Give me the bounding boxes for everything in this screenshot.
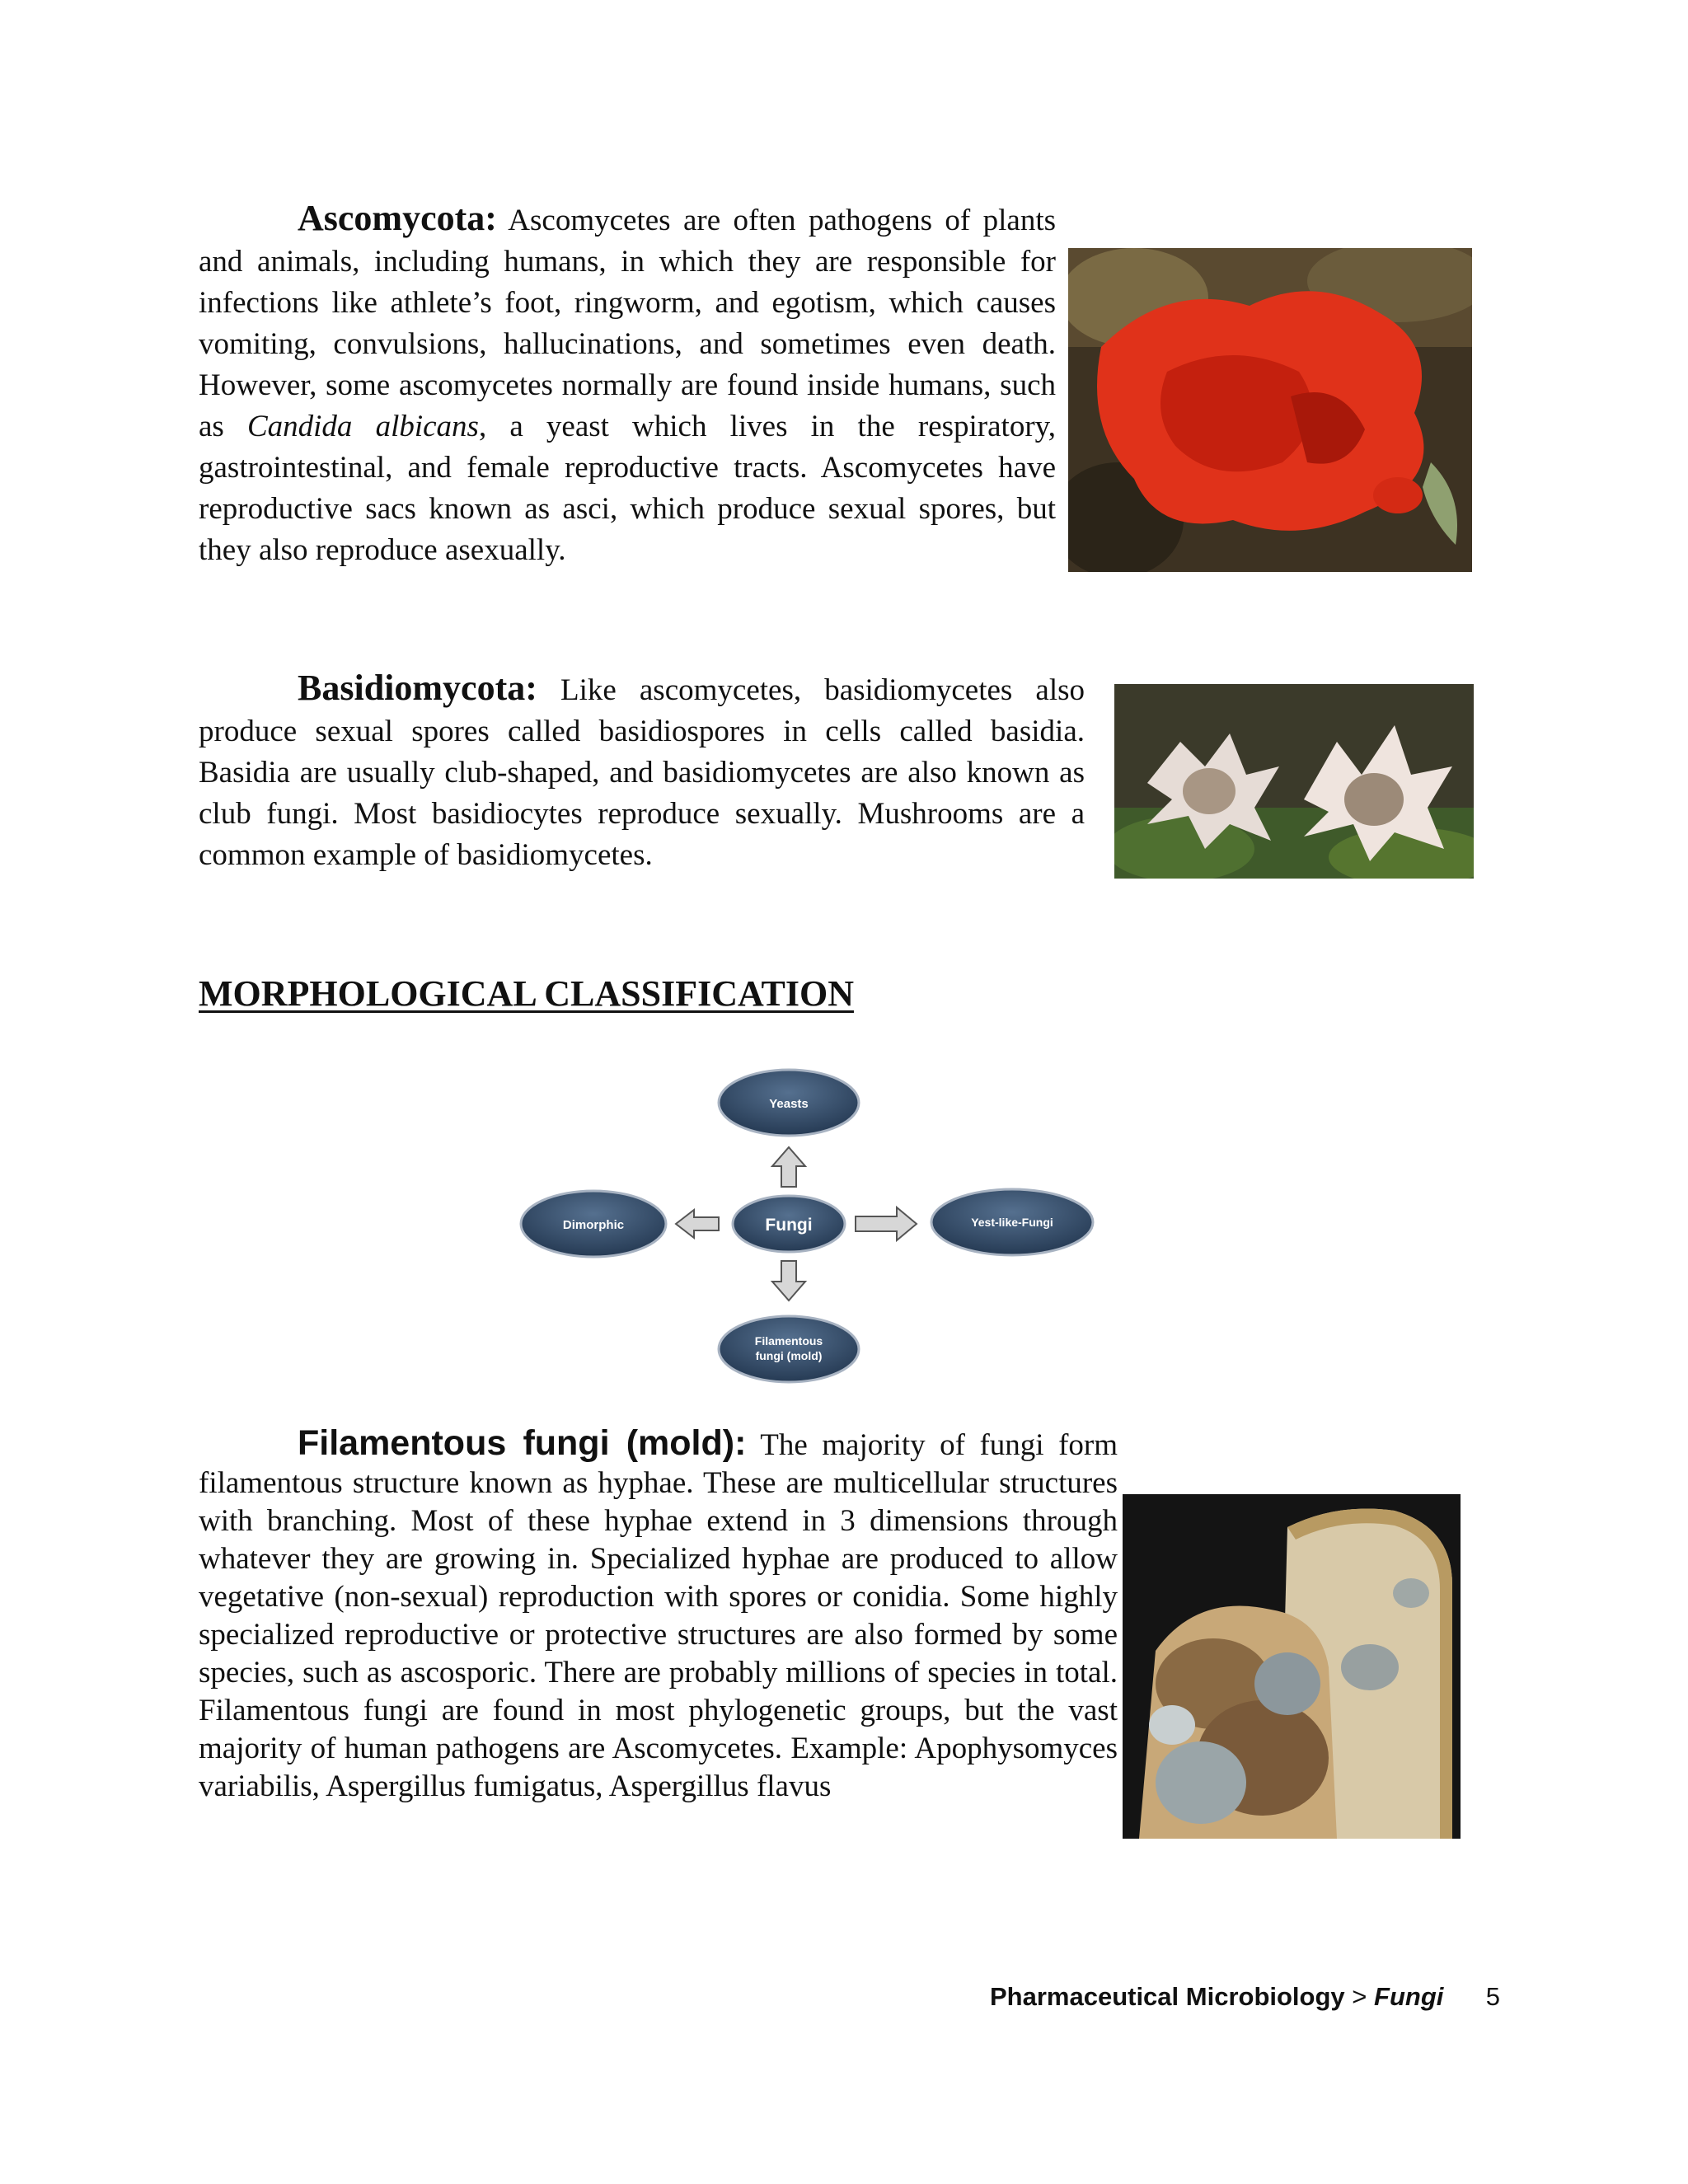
dimorphic-label: Dimorphic: [562, 1218, 625, 1232]
earthstar-fungus-image: [1114, 684, 1474, 879]
filamentous-fungi-node: [719, 1316, 859, 1382]
ascomycota-text-a: Ascomycetes are often pathogens of plants and animals, including humans, in which they are responsible for infections like athlete’s foot, ringworm, and egotism, which causes vomiting, convulsions, hallucinations, and sometimes even death. However, some ascomycetes normally are found inside humans, such as: [199, 204, 1056, 443]
ascomycota-text-block: [199, 198, 1472, 585]
basidiomycota-text: Like ascomycetes, basidiomycetes also produce sexual spores called basidiospores in cells called basidia. Basidia are usually club-shaped, and basidiomycetes are also known as club fungi. Most basidiocytes reproduce sexually. Mushrooms are a common example of basidiomycetes.: [199, 673, 1085, 872]
fungi-classification-diagram: [511, 1055, 1121, 1401]
filamentous-text: The majority of fungi form filamentous structure known as hyphae. These are multicellular structures with branching. Most of these hyphae extend in 3 dimensions through whatever they are growing in. Specialized hyphae are produced to allow vegetative (non-sexual) reproduction with spores or conidia. Some highly specialized reproductive or protective structures are also formed by some species, such as ascosporic. There are probably millions of species in total. Filamentous fungi are found in most phylogenetic groups, but the vast majority of human pathogens are Ascomycetes. Example: Apophysomyces variabilis, Aspergillus fumigatus, Aspergillus flavus: [199, 1428, 1118, 1803]
classification-diagram-svg: [511, 1055, 1121, 1401]
ascomycota-heading: Ascomycota:: [298, 198, 497, 238]
yeast-like-fungi-node: [931, 1189, 1093, 1255]
moldy-bread-photo: [1123, 1494, 1461, 1839]
filamentous-heading: Filamentous fungi (mold):: [298, 1423, 747, 1463]
arrow-up-icon: [772, 1147, 805, 1187]
basidiomycota-text-block: [199, 668, 1085, 876]
dimorphic-node: [521, 1191, 666, 1257]
yeast-like-fungi-label: Yest-like-Fungi: [971, 1216, 1053, 1229]
fungi-node: [733, 1196, 845, 1252]
basidiomycete-photo: [1114, 684, 1474, 879]
filamentous-label-line1: Filamentous: [754, 1334, 823, 1347]
footer-chapter-title: Fungi: [1374, 1982, 1444, 2011]
footer-book-title: Pharmaceutical Microbiology: [989, 1982, 1345, 2011]
fungi-label: Fungi: [765, 1216, 813, 1235]
basidiomycota-heading: Basidiomycota:: [298, 668, 537, 708]
morphological-classification-heading: MORPHOLOGICAL CLASSIFICATION: [199, 973, 854, 1014]
candida-species-name: Candida albicans: [246, 410, 479, 443]
ascomycota-float-spacer: [1056, 198, 1472, 577]
page-footer: [824, 1982, 1500, 2023]
yeasts-node: [719, 1070, 859, 1136]
arrow-down-icon: [772, 1261, 805, 1301]
footer-separator: >: [1352, 1982, 1367, 2011]
moldy-bread-image: [1123, 1494, 1461, 1839]
filamentous-label-line2: fungi (mold): [755, 1349, 823, 1362]
page-number: 5: [1485, 1982, 1500, 2011]
arrow-right-icon: [856, 1207, 917, 1240]
yeasts-label: Yeasts: [769, 1097, 809, 1111]
ascomycota-text-b: , a yeast which lives in the respiratory, gastrointestinal, and female reproductive tracts. Ascomycetes have reproductive sacs known as asci, which produce sexual spores, but they also reproduce asexually.: [199, 410, 1056, 567]
arrow-left-icon: [676, 1210, 719, 1238]
